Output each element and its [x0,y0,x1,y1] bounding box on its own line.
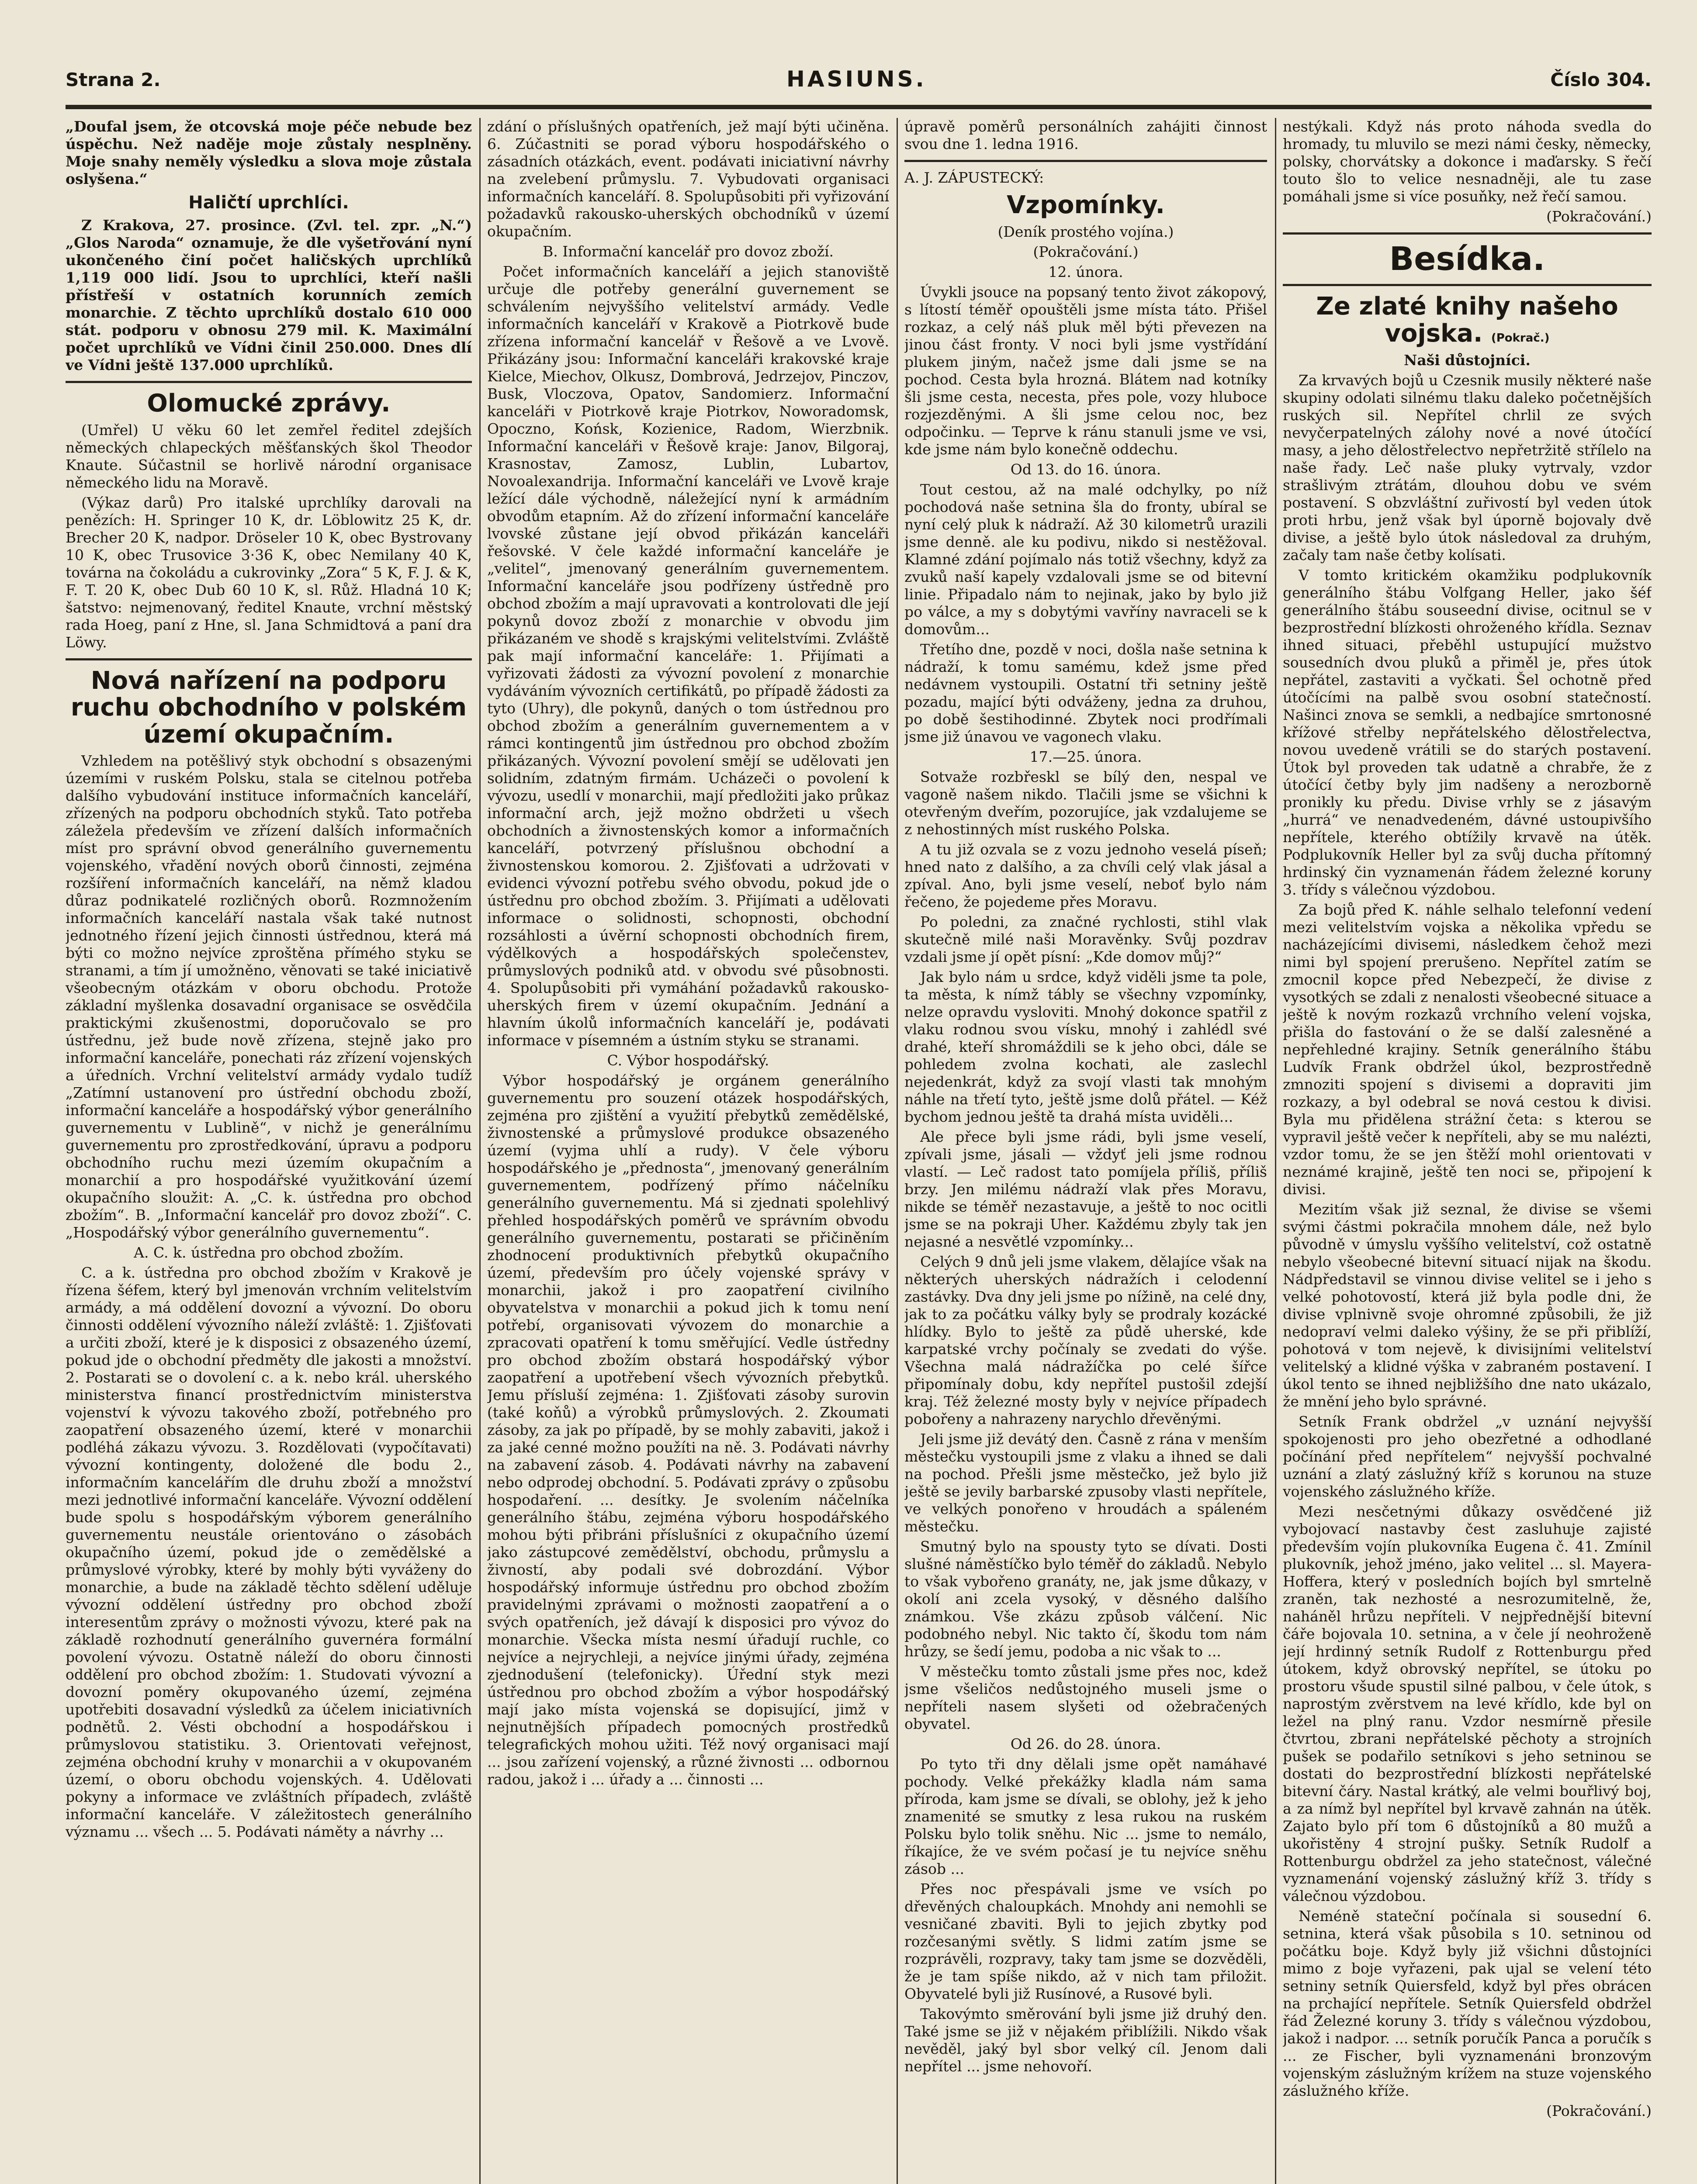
intro-quote: „Doufal jsem, že otcovská moje péče nebude bez úspěchu. Než naděje moje zůstaly nesplněny. Moje snahy neměly výsledku a slova moje zůstala oslyšena.“ [66,118,472,187]
section-rule [66,381,472,383]
officers-text: Mezitím však již seznal, že divise se všemi svými částmi pokračila mnohem dále, než bylo původně v úmyslu vyššího velitelství, což ostatně nebylo všeobecné bitevní situací nijak na škodu. Nádpředstavil se vinnou divise velitel se i jeho s velké pohotovostí, která již byla podle dni, že divise vplnivně svoje ohromné způsobili, že již nedopraví velmi daleko výšiny, že se při přiblíží, pohotová v tom nejevě, k divisijními velitelství velitelský a klidné výška v zabraném postavení. I úkol tento se ihned nejbližšího dne nato ukázalo, že mnění jeho bylo správné. [1283,1200,1652,1410]
diary-entry: V městečku tomto zůstali jsme přes noc, kdež jsme všeličos nedůstojného museli jsme o nepříteli nasem slyšeti od ožebračených obyvatel. [904,1662,1267,1732]
section-rule [904,160,1267,162]
issue-number: Číslo 304. [1550,69,1652,90]
olomouc-donations: (Výkaz darů) Pro italské uprchlíky darovali na penězích: H. Springer 10 K, dr. Löblowitz 25 K, dr. Brecher 20 K, nadpor. Dröseler 10 K, obec Bystrovany 10 K, obec Trusovice 3·36 K, obec Nemilany 40 K, továrna na čokoládu a cukrovinky „Zora“ 5 K, F. J. & K, F. T. 20 K, obec Dub 60 10 K, sl. Růž. Hladná 10 K; šatstvo: nejmenovaný, ředitel Knaute, vrchní městský rada Hoeg, paní z Hne, sl. Jana Schmidtová a paní dra Löwy. [66,494,472,651]
officers-text: Neméně stateční počínala si sousední 6. setnina, která však působila s 10. setninou od počátku boje. Když byly již všichni důstojníci mimo z boje vyřazeni, pak ujal se velení této setniny setník Quiersfeld, když byl přes obrácen na prchající nepřítele. Setník Quiersfeld obdržel řád Železné koruny 3. třídy s válečnou výzdobou, jakož i nadpor. ... setník poručík Panca a poručík s ... ze Fischer, byli vyznamenáni bronzovým vojenským záslužným krížem na stuze vojenského záslužného kříže. [1283,1907,1652,2099]
diary-conclusion: nestýkali. Když nás proto náhoda svedla do hromady, tu mluvilo se mezi námi česky, německy, polsky, chorvátsky a dokonce i maďarsky. S řečí touto šlo to velice nesnadněji, ale tu zase pomáhali jsme si více posuňky, než řečí samou. [1283,118,1652,205]
continuation-note: (Pokračování.) [1546,208,1652,225]
diary-entry: Jak bylo nám u srdce, když viděli jsme ta pole, ta města, k nímž tábly se všechny vzpomínky, nelze opravdu vysloviti. Mnohý dokonce spatřil z vlaku rodnou svou vísku, mnohý i zahlédl své drahé, kteří shromáždili se k jeho obci, dále se pohledem zvolna kochati, ale zaslechl nejedenkrát, když za svojí vlasti tak mnohým náhle na třetí tyto, ještě jsme dolů přátel. — Kéž bychom jednou ještě ta drahá místa uviděli... [904,968,1267,1125]
header-rule [66,105,1652,109]
section-rule [66,658,472,660]
section-rule [1283,284,1652,286]
regulations-subheading-b: B. Informační kancelář pro dovoz zboží. [543,243,834,260]
regulations-continued: zdání o příslušných opatřeních, jež mají býti učiněna. 6. Zúčastniti se porad výboru hospodářského o zásadních otázkách, event. podávati iniciativní návrhy na zvelebení průmyslu. 7. Vybudovati organisaci informačních kanceláří. 8. Spolupůsobiti při vyřizování požadavků rakousko-uherských obchodníků v území okupačním. [487,118,889,240]
section-heading-olomouc: Olomucké zprávy. [147,389,391,418]
feuilleton-byline: A. J. ZÁPUSTECKÝ: [904,169,1044,186]
regulations-end: úpravě poměrů personálních zahájiti činnost svou dne 1. ledna 1916. [904,118,1267,152]
diary-entry: Třetího dne, pozdě v noci, došla naše setnina k nádraží, k tomu samému, kdež jsme před nedávnem vystoupili. Ostatní tři setniny ještě pozadu, mající býti odváženy, jedna za druhou, po době šestihodinné. Zbytek noci prodřímali jsme již únavou ve vagonech vlaku. [904,640,1267,745]
column-divider [479,118,481,2184]
regulations-text-a: C. a k. ústředna pro obchod zbožím v Krakově je řízena šéfem, který byl jmenován vrchním velitelstvím armády, a má oddělení dovozní a vývozní. Do oboru činnosti oddělení vývozního náleží zvláště: 1. Zjišťovati a určiti zboží, které je k disposici z obsazeného území, pokud jde o obchodní předměty dle jakosti a množství. 2. Postarati se o dovolení c. a k. nebo král. uherského ministerstva financí prostřednictvím ministerstva vojenství k vývozu takového zboží, potřebného pro zaopatření obsazeného území, které v monarchii podléhá zákazu vývozu. 3. Rozdělovati (vypočítavati) vývozní kontingenty, doložené dle bodu 2., informačním kancelářím dle druhu zboží a množství mezi jednotlivé informační kanceláře. Vývozní oddělení bude spolu s hospodářským výborem generálního guvernementu neustále orientováno o zásobách okupačního území, pokud jde o zemědělské a průmyslové výrobky, které by mohly býti vyváženy do monarchie, a bude na základě těchto sdělení uděluje vývozní oddělení ústředny pro obchod zboží interesentům zprávy o možnosti vývozu, které pak na základě rozhodnutí generálního guvernéra formální povolení vývozu. Ostatně náleží do oboru činnosti oddělení pro obchod zbožím: 1. Studovati vývozní a dovozní poměry okupovaného území, zejména upotřebiti dosavadní výsledků za účelem iniciativních podnětů. 2. Vésti obchodní a hospodářskou i průmyslovou statistiku. 3. Orientovati veřejnost, zejména obchodní kruhy v monarchii a v okupovaném území, o oboru obchodu vojenských. 4. Udělovati pokyny a informace ve zvláštních případech, zvláště informační kanceláře. V záležitostech generálního významu ... všech ... 5. Podávati náměty a návrhy ... [66,1264,472,1841]
article-refugees-text: Z Krakova, 27. prosince. (Zvl. tel. zpr. „N.“) „Glos Naroda“ oznamuje, že dle vyšetřování nyní ukončeného činí počet haličských uprchlíků 1,119 000 lidí. Jsou to uprchlíci, kteří našli přístřeší v ostatních korunních zemích monarchie. Z těchto uprchlíků dostalo 610 000 stát. podporu v obnosu 279 mil. K. Maximální počet uprchlíků ve Vídni činil 250.000. Dnes dlí ve Vídni ještě 137.000 uprchlíků. [66,217,472,373]
diary-entry: Po poledni, za značné rychlosti, stihl vlak skutečně milé naši Moravěnky. Svůj pozdrav vzdali jsme jí opět písní: „Kde domov můj?“ [904,913,1267,965]
diary-entry: Celých 9 dnů jeli jsme vlakem, dělajíce však na některých uherských nádražích i celodenní zastávky. Dva dny jeli jsme po nížině, na celé dny, jak to za počátku války byly se prodraly kozácké hlídky. Bylo to ještě za půdě uherské, kde karpatské vrchy počínaly se zvedati do výše. Všechna malá nádražíčka po celé šířce připomínaly dobu, kdy nepřítel pustošil zdejší kraj. Též železné mosty byly v nejvíce případech pobořeny a nahrazeny narychlo dřevěnými. [904,1253,1267,1427]
regulations-text: Vzhledem na potěšlivý styk obchodní s obsazenými územími v ruském Polsku, stala se citelnou potřeba dalšího vybudování instituce informačních kanceláří, zřízených na podporu obchodních styků. Tato potřeba záležela především ve zřízení dalších informačních míst pro správní obvod generálního guvernementu vojenského, vřadění nových oborů činnosti, zejména rozšíření informačních kanceláří, na němž kladou důraz podnikatelé rozličných oborů. Rozmnožením informačních kanceláří nastala však také nutnost jednotného řízení jejich činnosti ústřednou, která má býti co možno nejvíce zproštěna přímého styku se stranami, a tím jí umožněno, věnovati se také iniciativě všeobecným otázkám v oboru obchodu. Protože základní myšlenka dosavadní organisace se osvědčila praktickými zkušenostmi, doporučovalo se pro ústřednu, jež bude nově zřízena, stejně jako pro informační kanceláře, ponechati ráz zřízení vojenských a úředních. Vrchní velitelství armády vydalo tudíž „Zatímní ustanovení pro ústřední obchodu zboží, informační kanceláře a hospodářský výbor generálního guvernementu v Lublině“, v nichž je generálnímu guvernementu pro zprostředkování, úpravu a podporu obchodního ruchu mezi územím okupačním a monarchií a pro hospodářské využitkování území okupačního sloužit: A. „C. k. ústředna pro obchod zbožím“. B. „Informační kancelář pro dovoz zboží“. C. „Hospodářský výbor generálního guvernementu“. [66,752,472,1241]
diary-date: 17.—25. února. [1029,748,1142,765]
diary-date: 12. února. [1048,263,1123,280]
article-heading-regulations: Nová nařízení na podporu ruchu obchodního v polském území okupačním. [70,666,467,749]
column-1 [66,118,472,2184]
feuilleton-subtitle: (Deník prostého vojína.) [997,223,1174,240]
article-heading-golden-book [1283,293,1652,347]
page-header [66,66,1652,100]
golden-book-title: Ze zlaté knihy našeho vojska. [1316,292,1618,348]
article-heading-refugees: Haličtí uprchlíci. [188,193,349,213]
diary-entry: Ale přece byli jsme rádi, byli jsme veselí, zpívali jsme, jásali — vždyť jeli jsme rodnou vlastí. — Leč radost tato pomíjela příliš, příliš brzy. Jen milému nádraží vlak přes Moravu, nikde se téměř nezastavuje, a ještě to noc ocitli jsme se na pokraji Uher. Každému zbyly tak jen nejasné a nesvětlé vzpomínky... [904,1128,1267,1250]
officers-text: Za bojů před K. náhle selhalo telefonní vedení mezi velitelstvím vojska a několika vpředu se nacházejícími divisemi, následkem čehož mezi nimi byl spojení prerušeno. Nepřítel zatím se zmocnil kopce před Nebezpečí, že divise z vysotkých se zdali z nenalosti všeobecné situace a ještě k novým rozkazů vrchního velení vojska, přišla do fastování o že se další zalesněné a nepřehledné krajiny. Setník generálního štábu Ludvík Frank obdržel úkol, bezprostředně zmnoziti spojení s divisemi a dopraviti jim rozkazy, a byl odebral se nová cestou k divisi. Byla mu přidělena strážní četa: s kterou se vypravil ještě večer k nepříteli, aby se mu nalézti, vzdor tomu, že se jen štěží mohl orientovati v neznámé krajině, ještě ten noci se, připojení k divisi. [1283,901,1652,1198]
continuation-note: (Pokračování.) [1546,2102,1652,2119]
officers-text: Za krvavých bojů u Czesnik musily některé naše skupiny odolati silnému tlaku daleko početnějších ruských sil. Nepřítel chrlil ze svých nevyčerpatelných zálohy nové a nové útočící masy, a jeho dělostřelectvo nepřetržitě střílelo na naše řady. Leč naše pluky vytrvaly, vzdor strašlivým ztrátám, dlouhou dobu ve svém postavení. S obzvláštní zuřivostí byl veden útok proti hrbu, jenž však byl úporně bojovaly dvě divise, a ještě bylo útok následoval za druhým, začaly tam naše četby kolísati. [1283,371,1652,563]
section-rule [1283,232,1652,235]
regulations-text-c: Výbor hospodářský je orgánem generálního guvernementu pro souzení otázek hospodářských, zejména pro zjištění a využití přebytků zemědělské, živnostenské a průmyslové produkce obsazeného území (vyjma uhlí a rudy). V čele výboru hospodářského je „přednosta“, jmenovaný generálním guvernementem, podřízený přímo náčelníku generálního guvernementu. Má si zjednati spolehlivý přehled hospodářských poměrů ve správním obvodu generálního guvernementu, postarati se přičiněním zhodnocení produktivních přebytků okupačního území, především pro účely vojenské správy v monarchii, jakož i pro zaopatření civilního obyvatelstva v monarchii a pokud jich k tomu není potřebí, organisovati vývozem do monarchie a zpracovati opatření k tomu směřující. Vedle ústředny pro obchod zbožím obstará hospodářský výbor zaopatření a upotřebení všech vývozních přebytků. Jemu přísluší zejména: 1. Zjišťovati zásoby surovin (také koňů) a výrobků průmyslových. 2. Zkoumati zásoby, za jak po případě, by se mohly zabaviti, jakož i za jaké cenné možno použíti na ně. 3. Podávati návrhy na zabavení zásob. 4. Podávati návrhy na zabavení nebo odprodej obchodní. 5. Podávati zprávy o způsobu hospodaření. ... desítky. Je svolením náčelníka generálního štábu, zejména výboru hospodářského mohou býti přibráni příslušníci z okupačního území jako zástupcové zemědělství, obchodu, průmyslu a živností, aby podali své dobrozdání. Výbor hospodářský informuje ústřednu pro obchod zbožím pravidelnými zprávami o možnosti zaopatření a o svých opatřeních, jež dávají k disposici pro vývoz do monarchie. Všecka místa nesmí úřadují ruchle, co nejvíce a nejrychleji, a nejvíce jinými úřady, zejména zjednodušení (telefonicky). Úřední styk mezi ústřednou pro obchod zbožím a výbor hospodářský mají jako místa vojenská se dopisující, jimž v nejnutnějších případech pomocných prostředků telegrafických mohou užiti. Též nový organisaci mají ... jsou zařízení vojenský, a různé živnosti ... odbornou radou, jakož i ... úřady a ... činnosti ... [487,1072,889,1788]
diary-date: Od 26. do 28. února. [1010,1735,1161,1752]
column-divider [1275,118,1276,2184]
regulations-subheading-c: C. Výbor hospodářský. [607,1052,769,1069]
diary-entry: Tout cestou, až na malé odchylky, po níž pochodová naše setnina šla do fronty, ubíral se nyní celý pluk k nádraží. Až 30 kilometrů urazili jsme denně. ale ku podivu, nikdo si nestěžoval. Klamné zdání pojímalo nás totiž všechny, když za zvuků naší kapely vzdalovali jsme se od bitevní linie. Připadalo nám to nejinak, jako by bylo již po válce, a my s dobytými vavříny navraceli se k domovům... [904,480,1267,638]
regulations-text-b: Počet informačních kanceláří a jejich stanoviště určuje dle potřeby generální guvernement se schválením nejvyššího velitelství armády. Vedle informačních kanceláří v Krakově a Piotrkově bude zřízena informační kancelář v Řešově a ve Lvově. Přikázány jsou: Informační kanceláři krakovské kraje Kielce, Miechov, Olkusz, Dombrová, Jedrzejov, Pinczov, Busk, Vloczova, Opatov, Sandomierz. Informační kanceláři v Piotrkově kraje Piotrkov, Noworadomsk, Opoczno, Końsk, Kozienice, Radom, Wierzbnik. Informační kanceláři v Řešově kraje: Janov, Bilgoraj, Krasnostav, Zamosz, Lublin, Lubartov, Novoalexandrija. Informační kanceláři ve Lvově kraje ležící dále východně, náležející nyní k armádním obvodům etapním. Až do zřízení informační kanceláře lvovské zůstane její obvod přikázán kanceláři řešovské. V čele každé informační kanceláře je „velitel“, jmenovaný generálním guvernementem. Informační kanceláře jsou podřízeny ústředně pro obchod zbožím a mají upravovati a kontrolovati dle její pokynů dovoz zboží z monarchie v obvodu jim přikázaném ve shodě s krajskými velitelstvími. Zvláště pak mají informační kanceláře: 1. Přijímati a vyřizovati žádosti za vývozní povolení z monarchie vydáváním vývozních certifikátů, po případě žádosti za tyto (Uhry), dle pokynů, daných o tom ústřednou pro obchod zbožím a generálním guvernementem a v rámci kontingentů jim ústřednou pro obchod zbožím přikázaných. Vývozní povolení smějí se udělovati jen solidním, zdatným firmám. Ucházeči o povolení k vývozu, usedlí v monarchii, mají předložiti jako průkaz informační arch, jejž možno obdržeti u všech obchodních a živnostenských komor a informačních kanceláří, potvrzený příslušnou obchodní a živnostenskou komorou. 2. Zjišťovati a udržovati v evidenci vývozní potřebu svého obvodu, pokud jde o ústřednu pro obchod zbožím. 3. Přijímati a udělovati informace o solidnosti, schopnosti, obchodní rozsáhlosti a úvěrní schopnosti obchodních firem, výdělkových a hospodářských společenstev, průmyslových podniků atd. v obvodu své působnosti. 4. Spolupůsobiti při vymáhání požadavků rakousko-uherských firem v území okupačním. Jednání a hlavním úkolů informačních kanceláří je, podávati informace v písemném a ústním styku se stranami. [487,263,889,1049]
feuilleton-title: Vzpomínky. [1007,191,1165,219]
diary-entry: Sotvaže rozbřeskl se bílý den, nespal ve vagoně našem nikdo. Tlačili jsme se všichni k otevřeným dveřím, pozorujíce, jak vzdalujeme se z nehostinných míst ruského Polska. [904,768,1267,838]
subheading-officers: Naši důstojníci. [1404,351,1531,369]
diary-entry: Po tyto tři dny dělali jsme opět namáhavé pochody. Velké překážky kladla nám sama příroda, kam jsme se dívali, se oblohy, jež k jeho znamenité se smutky z lesa rukou na ruském Polsku bylo tolik sněhu. Nic ... jsme to nemálo, říkajíce, že ve svém počasí je tu nejvíce sněhu zásob ... [904,1755,1267,1877]
feuilleton-continued: (Pokračování.) [1033,243,1139,260]
section-heading-besidka: Besídka. [1389,240,1545,278]
golden-book-note: (Pokrač.) [1491,331,1550,345]
olomouc-death-notice: (Umřel) U věku 60 let zemřel ředitel zdejších německých chlapeckých měšťanských škol Theodor Knaute. Súčastnil se horlivě národní organisace německého lidu na Moravě. [66,421,472,491]
diary-entry: Úvykli jsouce na popsaný tento život zákopový, s lítostí téměř opouštěli jsme místa táto. Přišel rozkaz, a celý náš pluk měl býti převezen na jinou část fronty. V noci byli jsme vystřídání plukem jiným, načež jsme dali jsme se na pochod. Cesta byla hrozná. Blátem nad kotníky šli jsme cesta, necesta, přes pole, vozy hluboce rozjezděnými. A šli jsme celou noc, bez odpočinku. — Teprve k ránu stanuli jsme ve vsi, kde jsme nám bylo konečně oddechu. [904,283,1267,458]
diary-entry: Přes noc přespávali jsme ve vsích po dřevěných chaloupkách. Mnohdy ani nemohli se vesničané zbaviti. Byli to jejich zbytky pod rozčesanými světly. S lidmi zatím jsme se rozprávěli, rozpravy, taky tam jsme se dozvěděli, že je tam spíše nikdo, až v nich tam přiložit. Obyvatelé byli již Rusínové, a Rusové byli. [904,1880,1267,2002]
diary-entry: Smutný bylo na spousty tyto se dívati. Dosti slušné náměstíčko bylo téměř do základů. Nebylo to však vybořeno granáty, ne, jak jsme důkazy, v okolí ani zcela vysoký, v děsného dalšího známkou. Vše zkázu způsob válčení. Nic podobného nebyl. Nic takto čí, škodu tom nám hrůzy, se šedí jemu, podoba a nic však to ... [904,1538,1267,1660]
diary-entry: A tu již ozvala se z vozu jednoho veselá píseň; hned nato z dalšího, a za chvíli celý vlak jásal a zpíval. Ano, byli jsme veselí, neboť bylo nám řečeno, že pojedeme přes Moravu. [904,840,1267,910]
officers-text: Mezi nesčetnými důkazy osvědčené již vybojovací nastavby čest zasluhuje zajisté především vojín plukovníka Eugena č. 41. Zmínil plukovník, jehož jméno, jako velitel ... sl. Mayera-Hoffera, který v posledních bojích byl smrtelně zraněn, tak nezhosté a nesrozumitelně, že, naháněl hrůzu nepříteli. V nejpřednější bitevní čáře bojovala 10. setnina, a v čele jí neohroženě její hrdinný setník Rudolf z Rottenburgu před útokem, když obrovský nepřítel, se útoku po prostoru všude spustil silné palbou, v čele útok, s naprostým zvěrstvem na levé křídlo, kde byl on ležel na plný ranu. Vzdor nesmírně přesile čtvrtou, zbrani nepřátelské pěchoty a strojních pušek se podařilo setníkovi s jeho setninou se dostati do bezprostřední blízkosti nepřátelské bitevní čáry. Nastal krátký, ale velmi bouřlivý boj, a za nímž byl nepřítel byl krvavě zahnán na útěk. Zajato bylo pří tom 6 důstojníků a 80 mužů a ukořistěny 4 strojní pušky. Setník Rudolf a Rottenburgu obdržel za jeho statečnost, válečné vyznamenání vojenský záslužný kříž 3. třídy s válečnou výzdobou. [1283,1503,1652,1904]
column-4 [1283,118,1652,2184]
officers-text: Setník Frank obdržel „v uznání nejvyšší spokojenosti pro jeho obezřetné a odhodlané počínání před nepřítelem“ nejvyšší pochvalné uznání a zlatý záslužný kříž s korunou na stuze vojenského záslužného kříže. [1283,1413,1652,1500]
column-2 [487,118,889,2184]
diary-date: Od 13. do 16. února. [1010,460,1161,478]
officers-text: V tomto kritickém okamžiku podplukovník generálního štábu Volfgang Heller, jako šéf generálního štábu souseední divise, ocitnul se v bezprostřední blízkosti ohroženého křídla. Seznav ihned situaci, přeběhl ustupující mužstvo sousedních dvou pluků a přiměl je, přes útok nepřátel, zastaviti a vyčkati. Šel ochotně před útočícími na palbě svou osobní statečností. Našinci znova se semkli, a nedbajíce smrtonosné křížové střelby nepřátelského dělostřelectva, novou uvedeně vrátili se do starých postavení. Útok byl proveden tak udatně a chrabře, že z útočící četby byly jim nadšeny a nerozborně pronikly ku předu. Divise vrhly se z jásavým „hurrá“ ve nenadvedeném, dávné ustoupivšího nepřítele, kterého obtížily krvavě na útěk. Podplukovník Heller byl za svůj ducha přítomný hrdinský čin vyznamenán řádem železné koruny 3. třídy s válečnou výzdobou. [1283,566,1652,898]
masthead-title: HASIUNS. [786,66,927,92]
column-divider [897,118,898,2184]
diary-entry: Takovýmto směrování byli jsme již druhý den. Také jsme se již v nějakém přiblížili. Nikdo však nevěděl, jaký byl sbor velký cíl. Jenom dali nepřítel ... jsme nehovoří. [904,2005,1267,2075]
column-3 [904,118,1267,2184]
page-number: Strana 2. [66,69,161,90]
regulations-subheading-a: A. C. k. ústředna pro obchod zbožím. [134,1244,404,1261]
diary-entry: Jeli jsme již devátý den. Časně z rána v menším městečku vystoupili jsme z vlaku a ihned se dali na pochod. Přešli jsme městečko, jež bylo již ještě se jevily barbarské zpusoby vlasti nepřítele, ve velkých ponořeno v hroudách a spáleném městečku. [904,1430,1267,1535]
